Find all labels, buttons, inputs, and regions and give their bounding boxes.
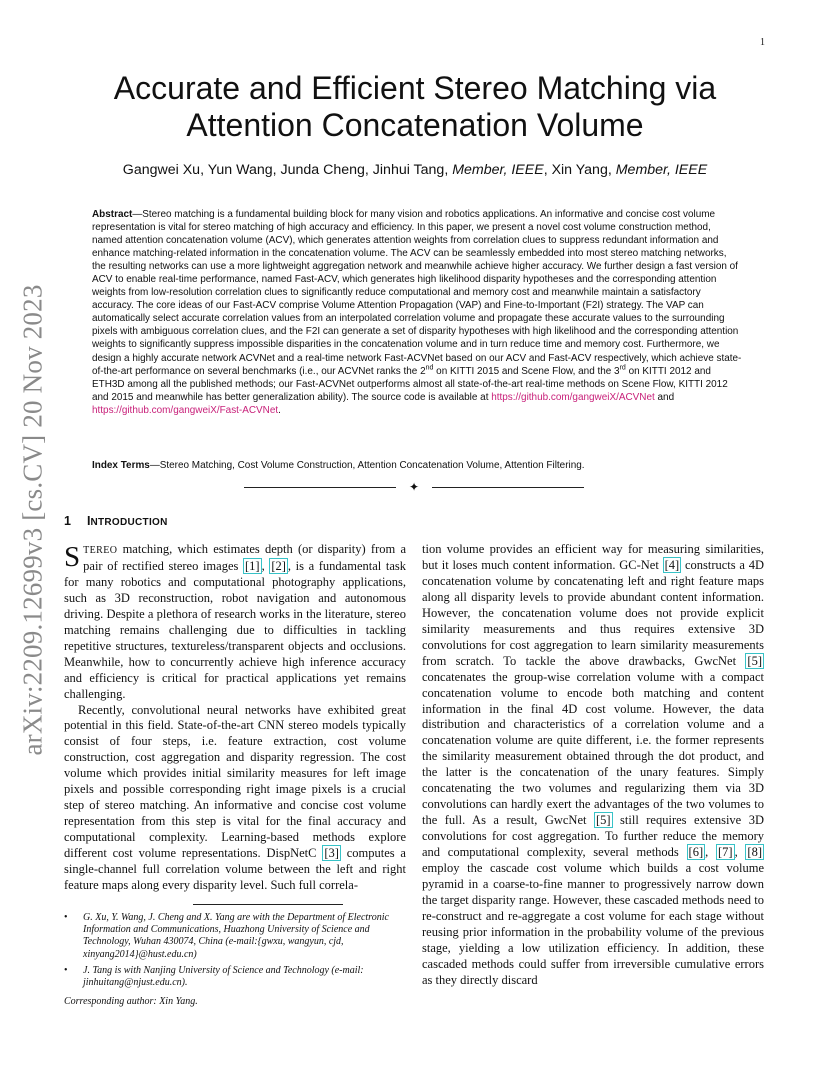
- rc-text-a: tion volume provides an efficient way for measuring similarities, but it loses much content information. GC-Net: [422, 542, 764, 572]
- intro-paragraph-3: [422, 542, 764, 989]
- p1-text-b: ,: [261, 558, 270, 573]
- drop-cap: S: [64, 541, 81, 573]
- citation-7[interactable]: [7]: [717, 845, 733, 860]
- left-column: [64, 542, 406, 894]
- arxiv-side-identifier: [18, 280, 48, 760]
- footnote-affiliation-2: • J. Tang is with Nanjing University of Science and Technology (e-mail: jinhuitang@njust.edu.cn).: [64, 965, 406, 989]
- intro-paragraph-2: [64, 703, 406, 894]
- citation-3[interactable]: [3]: [324, 846, 339, 861]
- footnote-affiliation-1: • G. Xu, Y. Wang, J. Cheng and X. Yang are with the Department of Electronic Information and Communications, Huazhong University of Science and Technology, Wuhan 430074, China (e-mail:{gwxu, wangyun, cjd, xinyang2014}@hust.edu.cn): [64, 912, 406, 961]
- p2-text-b: computes a single-channel full correlation volume between the left and right feature maps along every disparity level. Such full correla-: [64, 846, 406, 893]
- citation-2[interactable]: [2]: [271, 558, 286, 573]
- citation-8[interactable]: [8]: [747, 845, 762, 860]
- author-role-tang: Member, IEEE: [452, 162, 544, 178]
- separator-line-right: [432, 487, 584, 488]
- author-separator: , Xin Yang,: [543, 162, 616, 178]
- abstract-label: Abstract: [92, 209, 133, 220]
- footnote-rule: [193, 904, 343, 905]
- abstract-sup-nd: nd: [425, 364, 434, 372]
- abstract-and: and: [654, 391, 675, 403]
- separator-line-left: [244, 487, 396, 488]
- abstract: [92, 208, 742, 417]
- acvnet-link[interactable]: https://github.com/gangweiX/ACVNet: [491, 391, 655, 403]
- drop-cap-smallcaps: TEREO: [83, 545, 118, 556]
- section-separator: [244, 480, 584, 494]
- p1-text-a: matching, which estimates depth (or disparity) from a pair of rectified stereo images: [83, 542, 406, 573]
- author-role-yang: Member, IEEE: [615, 162, 708, 178]
- intro-paragraph-1: [64, 542, 406, 703]
- rc-text-f: employ the cascade cost volume which builds a cost volume pyramid in a coarse-to-fine manner to progressively narrow down the target disparity range. However, these cascaded methods need to re-construct and re-aggregate a cost volume for each stage without reusing prior information in the probability volume of the previous stage, yielding a low utilization efficiency. In addition, these cascaded methods could suffer from irreversible cumulative errors as they directly discard: [422, 861, 764, 987]
- rc-text-d: still requires extensive 3D convolutions for cost aggregation. To further reduce the memory and computational complexity, several methods: [422, 813, 764, 860]
- section-heading-introduction: [64, 514, 168, 528]
- rc-text-e1: ,: [705, 845, 716, 860]
- rc-text-b: constructs a 4D concatenation volume by concatenating left and right feature maps along all disparity levels to provide abundant content information. However, the concatenation volume does not provide explicit similarity measurements and thus requires extensive 3D convolutions for cost aggregation to learn similarity measurements from scratch. To tackle the above drawbacks, GwcNet: [422, 557, 764, 668]
- rc-text-c: concatenates the group-wise correlation volume with a compact concatenation volume to encode both matching and content information in the final 4D cost volume. However, the data distribution and characteristics of a correlation volume and a concatenation volume are quite different, i.e. the former represents the similarity measurement obtained through the dot product, and the latter is the concatenation of the unary features. Simply concatenating the two volumes and regularizing them via 3D convolutions can hardly exert the advantages of the two volumes to the full. As a result, GwcNet: [422, 669, 764, 828]
- rc-text-e2: ,: [734, 845, 746, 860]
- title-line-2: Attention Concatenation Volume: [186, 107, 644, 143]
- section-title-first-letter: I: [86, 514, 91, 528]
- index-terms: [92, 460, 742, 471]
- corresponding-author: Corresponding author: Xin Yang.: [64, 996, 198, 1008]
- section-number: 1: [64, 514, 71, 528]
- citation-6[interactable]: [6]: [688, 845, 704, 860]
- abstract-text-b: on KITTI 2015 and Scene Flow, and the 3: [433, 365, 620, 377]
- abstract-text: —Stereo matching is a fundamental building block for many vision and robotics applications. An informative and concise cost volume representation is vital for stereo matching of high accuracy and efficiency. In this paper, we present a novel cost volume construction method, named attention concatenation volume (ACV), which generates attention weights from correlation clues to suppress redundant information and enhance matching-related information in the concatenation volume. The ACV can be seamlessly embedded into most stereo matching networks, the resulting networks can use a more lightweight aggregation network and meanwhile achieve higher accuracy. We further design a fast version of ACV to enable real-time performance, named Fast-ACV, which generates high likelihood disparity hypotheses and the corresponding attention weights from low-resolution correlation clues to significantly reduce computational and memory cost and meanwhile maintain a satisfactory accuracy. The core ideas of our Fast-ACV comprise Volume Attention Propagation (VAP) and Fine-to-Important (F2I) strategy. The VAP can automatically select accurate correlation values from an interpolated correlation volume and propagate these accurate values to the surrounding pixels with ambiguous correlation clues, and the F2I can generate a set of disparity hypotheses with high likelihood and the corresponding attention weights to significantly suppress impossible disparities in the concatenation volume and in turn reduce time and memory cost. Furthermore, we design a highly accurate network ACVNet and a real-time network Fast-ACVNet based on our ACV and Fast-ACV respectively, which achieve state-of-the-art performance on several benchmarks (i.e., our ACVNet ranks the 2: [92, 209, 742, 377]
- arxiv-id-text: arXiv:2209.12699v3 [cs.CV] 20 Nov 2023: [17, 284, 48, 756]
- abstract-end: .: [278, 404, 281, 416]
- index-terms-text: —Stereo Matching, Cost Volume Construction, Attention Concatenation Volume, Attention Filtering.: [149, 460, 585, 471]
- author-names: Gangwei Xu, Yun Wang, Junda Cheng, Jinhui Tang,: [122, 162, 453, 178]
- abstract-sup-rd: rd: [619, 364, 626, 372]
- citation-5b[interactable]: [5]: [595, 813, 611, 828]
- index-terms-label: Index Terms: [92, 460, 150, 471]
- citation-4[interactable]: [4]: [664, 557, 680, 572]
- author-list: [80, 162, 750, 178]
- p2-text-a: Recently, convolutional neural networks have exhibited great potential in this field. State-of-the-art CNN stereo models typically consist of four steps, i.e. feature extraction, cost volume construction, cost aggregation and disparity regression. The cost volume which provides initial similarity measures for left image pixels and possible corresponding right image pixels is a crucial step of stereo matching. An informative and concise cost volume representation from this step is vital for the final accuracy and computational complexity. Learning-based methods explore different cost volume representations. DispNetC: [64, 702, 406, 861]
- fast-acvnet-link[interactable]: https://github.com/gangweiX/Fast-ACVNet: [92, 404, 279, 416]
- section-title-rest: NTRODUCTION: [90, 517, 168, 528]
- footnotes: [64, 912, 406, 1008]
- separator-diamond-icon: ✦: [408, 480, 420, 494]
- citation-5[interactable]: [5]: [747, 653, 762, 668]
- right-column: [422, 542, 764, 989]
- title-line-1: Accurate and Efficient Stereo Matching via: [113, 70, 717, 106]
- citation-1[interactable]: [1]: [244, 558, 260, 573]
- p1-text-c: , is a fundamental task for many robotics and computational photography applications, such as 3D reconstruction, robot navigation and autonomous driving. Despite a plethora of research works in the literature, stereo matching remains challenging due to difficulties in tackling repetitive structures, textureless/transparent objects and occlusions. Meanwhile, how to concurrently achieve high inference accuracy and efficiency is critical for practical applications yet remains challenging.: [64, 558, 406, 701]
- page-number: 1: [760, 37, 765, 48]
- paper-title: [90, 70, 740, 144]
- abstract-text-c: on KITTI 2012 and ETH3D among all the published methods; our Fast-ACVNet outperforms almost all state-of-the-art real-time methods on Scene Flow, KITTI 2012 and 2015 and meanwhile has better generalization ability). The source code is available at: [92, 365, 728, 403]
